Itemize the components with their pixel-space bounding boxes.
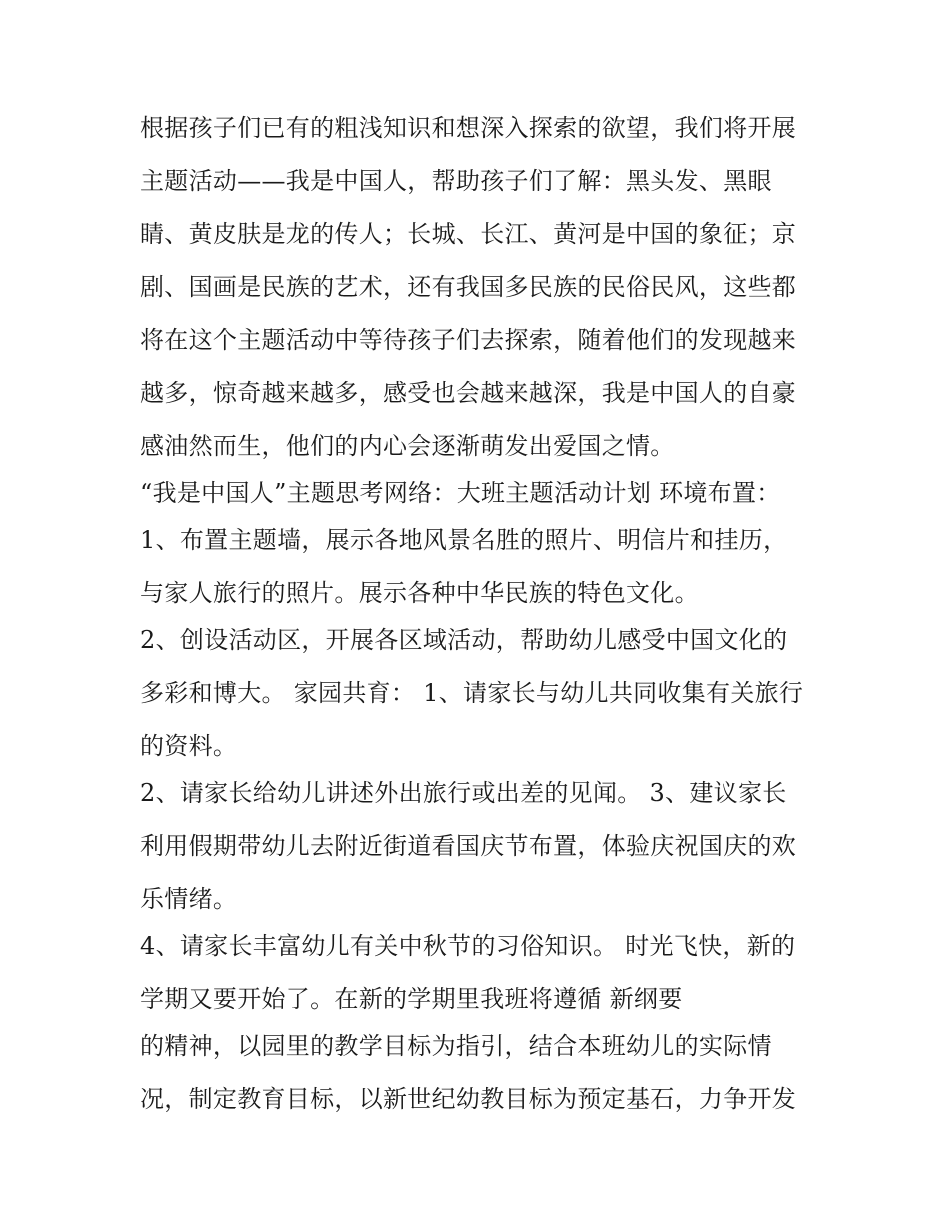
- paragraph-line: 越多，惊奇越来越多，感受也会越来越深，我是中国人的自豪: [140, 379, 797, 407]
- paragraph-line: 多彩和博大。 家园共育： 1、请家长与幼儿共同收集有关旅行: [140, 679, 804, 707]
- paragraph-line: 与家人旅行的照片。展示各种中华民族的特色文化。: [140, 579, 699, 607]
- paragraph-line: 的精神，以园里的教学目标为指引，结合本班幼儿的实际情: [140, 1032, 772, 1060]
- paragraph-line: 乐情绪。: [140, 885, 238, 913]
- paragraph-line: 的资料。: [140, 732, 238, 760]
- paragraph-line: 学期又要开始了。在新的学期里我班将遵循 新纲要: [140, 985, 683, 1013]
- paragraph-line: 根据孩子们已有的粗浅知识和想深入探索的欲望，我们将开展: [140, 114, 797, 142]
- paragraph-line: 2、创设活动区，开展各区域活动，帮助幼儿感受中国文化的: [140, 626, 788, 654]
- paragraph-line: 剧、国画是民族的艺术，还有我国多民族的民俗民风，这些都: [140, 273, 797, 301]
- paragraph-line: 睛、黄皮肤是龙的传人；长城、长江、黄河是中国的象征；京: [140, 220, 797, 248]
- paragraph-line: 利用假期带幼儿去附近街道看国庆节布置，体验庆祝国庆的欢: [140, 832, 797, 860]
- paragraph-line: “我是中国人”主题思考网络：大班主题活动计划 环境布置：: [140, 479, 781, 507]
- paragraph-line: 2、请家长给幼儿讲述外出旅行或出差的见闻。 3、建议家长: [140, 779, 787, 807]
- paragraph-line: 1、布置主题墙，展示各地风景名胜的照片、明信片和挂历，: [140, 526, 788, 554]
- paragraph-line: 主题活动——我是中国人，帮助孩子们了解：黑头发、黑眼: [140, 167, 772, 195]
- paragraph-line: 4、请家长丰富幼儿有关中秋节的习俗知识。 时光飞快，新的: [140, 932, 796, 960]
- paragraph-line: 将在这个主题活动中等待孩子们去探索，随着他们的发现越来: [140, 326, 797, 354]
- paragraph-line: 感油然而生，他们的内心会逐渐萌发出爱国之情。: [140, 432, 675, 460]
- paragraph-line: 况，制定教育目标，以新世纪幼教目标为预定基石，力争开发: [140, 1085, 797, 1113]
